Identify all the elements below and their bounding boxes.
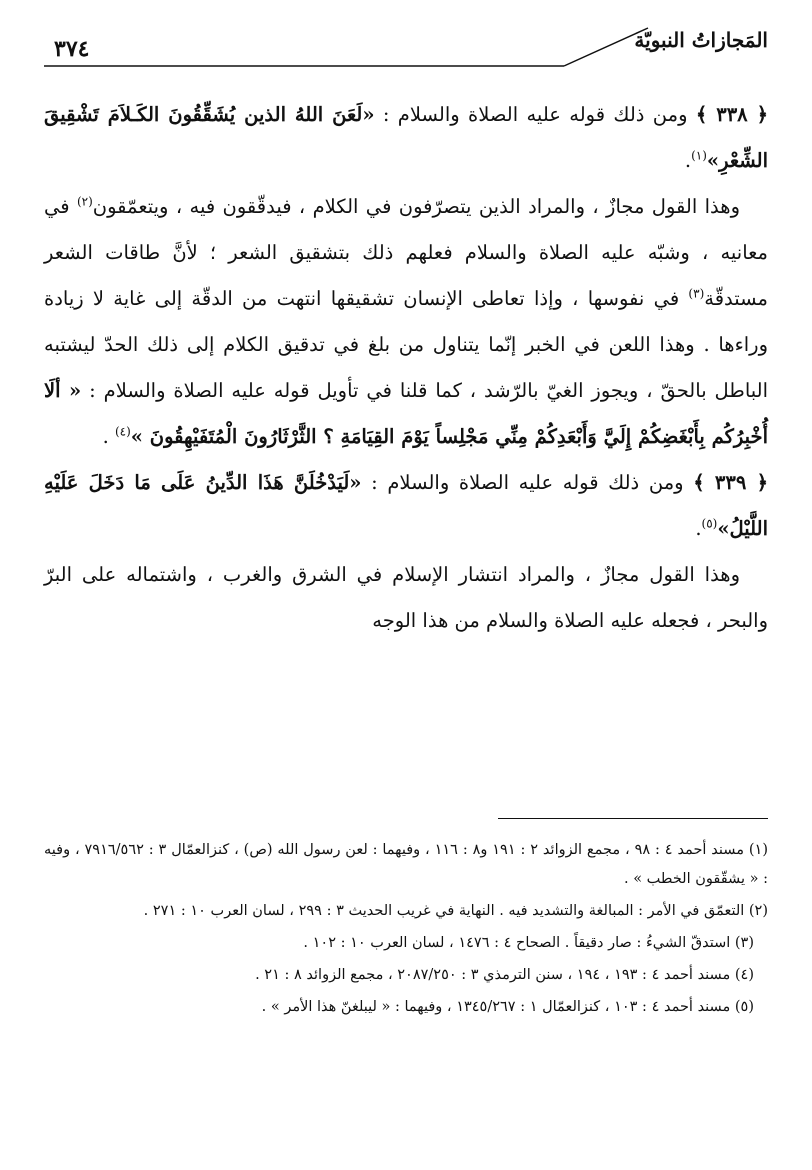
hadith-338 [44, 92, 768, 184]
commentary-paragraph [44, 184, 768, 460]
footnote-ref-2[interactable]: (٢) [76, 194, 93, 209]
footnote-5: (٥) مسند أحمد ٤ : ١٠٣ ، كنزالعمّال ١ : ١٣٤٥/٢٦٧ ، وفيهما : « ليبلغنّ هذا الأمر » . [261, 999, 754, 1015]
hadith-number: ﴿ ٣٣٨ ﴾ [695, 103, 769, 126]
commentary-paragraph: وهذا القول مجازٌ ، والمراد انتشار الإسلام في الشرق والغرب ، واشتماله على البرّ والبحر ، فجعله عليه الصلاة والسلام من هذا الوجه [44, 563, 768, 632]
main-text [44, 92, 768, 644]
paragraph-text: في معانيه ، وشبّه عليه الصلاة والسلام فعلهم ذلك بتشقيق الشعر ؛ لأنَّ طاقات الشعر مستدقّة [44, 195, 768, 310]
footnote-ref-4[interactable]: (٤) [114, 424, 131, 439]
paragraph-text: في نفوسها ، وإذا تعاطى الإنسان تشقيقها انتهت من الدقّة إلى غاية لا زيادة وراءها . وهذا اللعن في الخبر إنّما يتناول من بلغ في تدقيق الكلام إلى ذلك الحدّ ليشتبه الباطل بالحقّ ، ويجوز الغيّ بالرّشد ، كما قلنا في تأويل قوله عليه الصلاة والسلام : [44, 287, 769, 402]
footnote-ref-1[interactable]: (١) [691, 148, 707, 163]
footnote-4: (٤) مسند أحمد ٤ : ١٩٣ ، ١٩٤ ، سنن الترمذي ٣ : ٢٠٨٧/٢٥٠ ، مجمع الزوائد ٨ : ٢١ . [255, 967, 754, 983]
quoted-hadith: « ألَا أُخْبِرُكُم بِأَبْغَضِكُمْ إِلَيَّ وَأَبْعَدِكُمْ مِنِّي مَجْلِساً يَوْمَ القِيَامَةِ ؟ الثَّرْثَارُونَ الْمُتَفَيْهِقُونَ » [44, 379, 768, 448]
hadith-intro: ومن ذلك قوله عليه الصلاة والسلام : [374, 103, 696, 126]
hadith-text: «لَعَنَ اللهُ الذين يُشَقِّقُونَ الكَـلاَمَ تَشْقِيقَ الشِّعْرِ» [44, 103, 768, 172]
footnote-3: (٣) استدقّ الشيءُ : صار دقيقاً . الصحاح ٤ : ١٤٧٦ ، لسان العرب ١٠ : ١٠٢ . [303, 935, 754, 951]
footnote-divider [498, 818, 768, 819]
footnotes [44, 836, 768, 1025]
punctuation: . [102, 425, 115, 448]
punctuation: . [684, 149, 692, 172]
footnote-1: (١) مسند أحمد ٤ : ٩٨ ، مجمع الزوائد ٢ : ١٩١ و٨ : ١١٦ ، وفيهما : لعن رسول الله (ص) ، كنزالعمّال ٣ : ٧٩١٦/٥٦٢ ، وفيه : « يشقّقون الخطب » . [44, 842, 768, 887]
running-title: المَجازاتُ النبويّة [634, 28, 768, 52]
hadith-text: «لَيَدْخُلَنَّ هَذَا الدِّينُ عَلَى مَا دَخَلَ عَلَيْهِ اللَّيْلُ» [44, 471, 768, 540]
page-number: ٣٧٤ [54, 36, 90, 62]
punctuation: . [695, 517, 702, 540]
page-header [44, 22, 768, 82]
hadith-number: ﴿ ٣٣٩ ﴾ [693, 471, 768, 494]
hadith-339 [44, 460, 768, 552]
footnote-ref-5[interactable]: (٥) [701, 516, 718, 531]
footnote-ref-3[interactable]: (٣) [688, 286, 705, 301]
hadith-intro: ومن ذلك قوله عليه الصلاة والسلام : [361, 471, 694, 494]
paragraph-text: وهذا القول مجازٌ ، والمراد الذين يتصرّفون في الكلام ، فيدقّقون فيه ، ويتعمّقون [92, 195, 740, 218]
footnote-2: (٢) التعمّق في الأمر : المبالغة والتشديد فيه . النهاية في غريب الحديث ٣ : ٢٩٩ ، لسان العرب ١٠ : ٢٧١ . [143, 903, 768, 919]
